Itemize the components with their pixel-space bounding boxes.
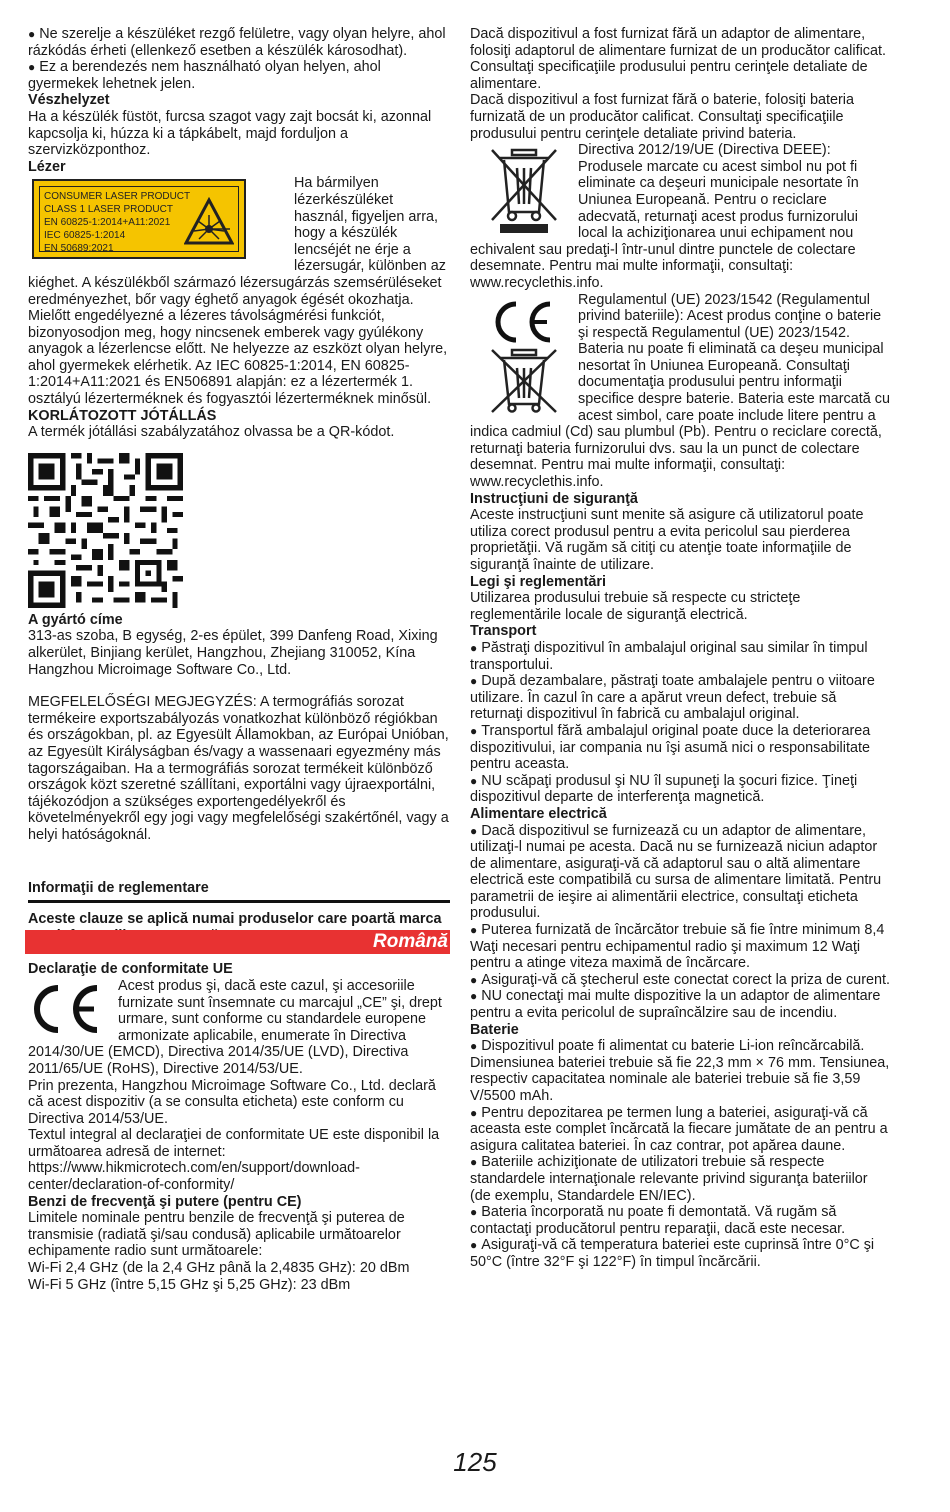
qr-code-icon[interactable] xyxy=(28,453,183,608)
paragraph-declaratie-ue: Acest produs şi, dacă este cazul, şi accesoriile furnizate sunt însemnate cu marcajul „CE” şi, drept urmare, sunt conforme cu standardele europene armonizate aplicabile, enumerate în Directiva 2014/30/UE (EMCD), Directiva 2014/35/UE (LVD), Directiva 2011/65/UE (RoHS), Directive 2014/53/UE. xyxy=(28,977,442,1077)
bullet-baterie-1: ● Dispozitivul poate fi alimentat cu baterie Li-ion reîncărcabilă. Dimensiunea bateriei trebuie să fie 22,3 mm × 76 mm. Tensiunea, respectiv capacitatea nominale ale bateriei trebuie să fie 3,59 V/5500 mAh. xyxy=(470,1038,890,1104)
paragraph-wifi-5: Wi-Fi 5 GHz (între 5,15 GHz şi 5,25 GHz): 23 dBm xyxy=(28,1276,351,1293)
paragraph-gyarto: 313-as szoba, B egység, 2-es épület, 399 Danfeng Road, Xixing alkerület, Binjiang kerület, Hangzhou, Zhejiang 310052, Kína xyxy=(28,628,438,662)
language-bar xyxy=(25,930,450,954)
heading-benzi: Benzi de frecvenţă şi putere (pentru CE) xyxy=(28,1193,302,1210)
heading-baterie: Baterie xyxy=(470,1021,519,1038)
bullet-vibration: ● Ne szerelje a készüléket rezgő felületre, vagy olyan helyre, ahol rázkódás érheti (ellenkező esetben a készülék károsodhat). xyxy=(28,26,450,59)
ce-mark-icon xyxy=(28,982,102,1036)
paragraph-megfelelosegi: MEGFELELŐSÉGI MEGJEGYZÉS: A termográfiás sorozat termékeire exportszabályozás vonatkozhat különböző régiókban és országokban, pl. az Egyesült Államokban, az Európai Unióban, az Egyesült Királyságban és/vagy a wassenaari egyezmény más tagországaiban. Ha a termográfiás sorozat termékeit különböző országok közt szeretné szállítani, exportálni vagy újraexportálni, tájékozódjon a szükséges exportengedélyekről és követelményekről egy jogi vagy megfelelőségi szakértőnél, vagy a helyi hatóságoknál. xyxy=(28,694,449,843)
bullet-alimentare-1: ● Dacă dispozitivul se furnizează cu un adaptor de alimentare, utilizaţi-l numai pe acesta. Dacă nu se furnizează niciun adaptor de alimentare, asiguraţi-vă că adaptorul sau o altă alimentare electrică este compatibilă cu sursa de alimentare limitată. Pentru parametrii de ieşire ai alimentării electrice, consultaţi eticheta produsului. xyxy=(470,823,890,923)
bullet-transport-2: ● După dezambalare, păstraţi toate ambalajele pentru o viitoare utilizare. În cazul în care a apărut vreun defect, trebuie să returnaţi dispozitivul în fabrică cu ambalajul original. xyxy=(470,673,890,723)
deee-section xyxy=(470,142,890,291)
language-name: Română xyxy=(373,931,448,952)
heading-siguranta: Instrucţiuni de siguranţă xyxy=(470,490,638,507)
paragraph-baterie-furnizata: Dacă dispozitivul a fost furnizat fără o baterie, folosiţi bateria furnizată de un producător calificat. Consultaţi specificaţiile produsului pentru cerinţele detaliate privind bateria. xyxy=(470,92,854,142)
left-column xyxy=(28,26,450,1293)
paragraph-benzi: Limitele nominale pentru benzile de frecvenţă şi puterea de transmisie (radiată şi/sau condusă) aplicabile următoarelor echipamente radio sunt următoarele: xyxy=(28,1210,405,1260)
bullet-alimentare-4: ● NU conectaţi mai multe dispozitive la un adaptor de alimentare pentru a evita pericolul de supraîncălzire sau de incendiu. xyxy=(470,988,890,1021)
bullet-transport-4: ● NU scăpaţi produsul şi NU îl supuneţi la şocuri fizice. Ţineţi dispozitivul departe de interferenţa magnetică. xyxy=(470,773,890,806)
ce-and-bin-icon xyxy=(484,296,564,416)
paragraph-battery-regulation: Regulamentul (UE) 2023/1542 (Regulamentul privind bateriile): Acest produs conţine o baterie şi respectă Regulamentul (UE) 2023/1542. Bateria nu poate fi eliminată ca deşeu municipal nesortat în Uniunea Europeană. Consultaţi documentaţia produsului pentru informaţii specifice despre baterie. Bateria este marcată cu acest simbol, care poate include litere pentru a indica cadmiul (Cd) sau plumbul (Pb). Pentru o reciclare corectă, returnaţi bateria furnizorului dvs. sau la un punct de colectare desemnat. Pentru mai multe informaţii, consultaţi: www.recyclethis.info. xyxy=(470,291,890,491)
laser-label-text: CONSUMER LASER PRODUCT CLASS 1 LASER PRODUCT EN 60825-1:2014+A11:2021 IEC 60825-1:2014 EN 50689:2021 xyxy=(44,191,191,255)
paragraph-deee: Directiva 2012/19/UE (Directiva DEEE): Produsele marcate cu acest simbol nu pot fi eliminate ca deşeuri municipale nesortate în Uniunea Europeană. Pentru o reciclare adecvată, returnaţi acest produs furnizorului local la achiziţionarea unui echipament nou echivalent sau predaţi-l într-unul dintre punctele de colectare desemnate. Pentru mai multe informaţii, consultaţi: www.recyclethis.info. xyxy=(470,142,859,291)
heading-jotallas: KORLÁTOZOTT JÓTÁLLÁS xyxy=(28,407,217,424)
bullet-alimentare-2: ● Puterea furnizată de încărcător trebuie să fie între minimum 8,4 Waţi necesari pentru echipamentul radio şi maximum 12 Waţi pentru a atinge viteza maximă de încărcare. xyxy=(470,922,890,972)
paragraph-legi: Utilizarea produsului trebuie să respecte cu stricteţe reglementările locale de siguranţă electrică. xyxy=(470,590,801,623)
bullet-baterie-2: ● Pentru depozitarea pe termen lung a bateriei, asiguraţi-vă că aceasta este complet încărcată la fiecare jumătate de an pentru a asigura calitatea bateriei. În caz contrar, pot apărea daune. xyxy=(470,1105,890,1155)
right-column xyxy=(470,26,890,1271)
paragraph-company: Hangzhou Microimage Software Co., Ltd. xyxy=(28,661,292,678)
bullet-baterie-4: ● Bateria încorporată nu poate fi demontată. Vă rugăm să contactaţi producătorul pentru reparaţii, dacă este necesar. xyxy=(470,1204,890,1237)
paragraph-jotallas: A termék jótállási szabályzatához olvassa be a QR-kódot. xyxy=(28,424,395,441)
heading-declaratie-ue: Declaraţie de conformitate UE xyxy=(28,961,233,978)
paragraph-adaptor: Dacă dispozitivul a fost furnizat fără un adaptor de alimentare, folosiţi adaptorul de alimentare furnizat de un producător calificat. Consultaţi specificaţiile produsului pentru cerinţele detaliate de alimentare. xyxy=(470,26,886,92)
bullet-baterie-3: ● Bateriile achiziţionate de utilizatori trebuie să respecte standardele internaţionale relevante privind siguranţa bateriilor (de exemplu, Standardele EN/IEC). xyxy=(470,1154,890,1204)
bullet-transport-1: ● Păstraţi dispozitivul în ambalajul original sau similar în timpul transportului. xyxy=(470,640,890,673)
divider xyxy=(28,900,450,903)
bullet-alimentare-3: ● Asiguraţi-vă că ştecherul este conectat corect la priza de curent. xyxy=(470,972,890,989)
laser-triangle-icon xyxy=(184,197,234,247)
paragraph-siguranta: Aceste instrucţiuni sunt menite să asigure că utilizatorul poate utiliza corect produsul pentru a evita pericolul sau pierderea proprietăţii. Vă rugăm să citiţi cu atenţie toate informaţiile de siguranţă înainte de utilizare. xyxy=(470,507,864,573)
page-number: 125 xyxy=(453,1447,497,1477)
heading-reglementare: Informaţii de reglementare xyxy=(28,879,209,896)
paragraph-declaratie-ue-3: Textul integral al declaraţiei de conformitate UE este disponibil la următoarea adresă de internet: https://www.hikmicrotech.com/en/support/download-center/declaration-of-conformity/ xyxy=(28,1127,440,1194)
heading-clauze: Aceste clauze se aplică numai produselor care poartă marca xyxy=(28,911,442,928)
ce-section xyxy=(28,978,450,1078)
paragraph-lezer: Ha bármilyen lézerkészüléket használ, figyeljen arra, hogy a készülék lencséjét ne érje a lézersugár, különben az kiéghet. A készülékből származó lézersugárzás szemsérüléseket eredményezhet, bőr vagy éghető anyagok égését okozhatja. Mielőtt engedélyezné a lézeres távolságmérési funkciót, bizonyosodjon meg, hogy nincsenek emberek vagy gyúlékony anyagok a lézerlencse előtt. Ne helyezze az eszközt olyan helyre, ahol gyermekek elérhetik. Az IEC 60825-1:2014, EN 60825-1:2014+A11:2021 és EN506891 alapján: ez a lézertermék 1. osztályú lézerterméknek és fogyasztói lézerterméknek minősül. xyxy=(28,175,448,408)
paragraph-wifi-24: Wi-Fi 2,4 GHz (de la 2,4 GHz până la 2,4835 GHz): 20 dBm xyxy=(28,1260,410,1277)
paragraph-veszhelyzet: Ha a készülék füstöt, furcsa szagot vagy zajt bocsát ki, azonnal kapcsolja ki, húzza ki a tápkábelt, majd forduljon a szervizközponthoz. xyxy=(28,108,432,159)
laser-warning-icon xyxy=(32,179,246,259)
heading-legi: Legi şi reglementări xyxy=(470,573,606,590)
crossed-bin-icon xyxy=(484,146,564,234)
heading-alimentare: Alimentare electrică xyxy=(470,805,607,822)
bullet-transport-3: ● Transportul fără ambalajul original poate duce la deteriorarea dispozitivului, iar compania nu îşi asumă nici o responsabilitate pentru aceasta. xyxy=(470,723,890,773)
bullet-children: ● Ez a berendezés nem használható olyan helyen, ahol gyermekek lehetnek jelen. xyxy=(28,59,450,92)
heading-lezer: Lézer xyxy=(28,158,66,175)
heading-transport: Transport xyxy=(470,623,537,640)
paragraph-declaratie-ue-2: Prin prezenta, Hangzhou Microimage Software Co., Ltd. declară că acest dispozitiv (a se consulta eticheta) este conform cu Directiva 2014/53/UE. xyxy=(28,1077,436,1127)
bullet-baterie-5: ● Asiguraţi-vă că temperatura bateriei este cuprinsă între 0°C şi 50°C (între 32°F şi 122°F) în timpul încărcării. xyxy=(470,1237,890,1270)
heading-gyarto: A gyártó címe xyxy=(28,611,123,628)
battery-regulation-section xyxy=(470,292,890,491)
laser-section xyxy=(28,175,450,407)
heading-veszhelyzet: Vészhelyzet xyxy=(28,92,110,109)
